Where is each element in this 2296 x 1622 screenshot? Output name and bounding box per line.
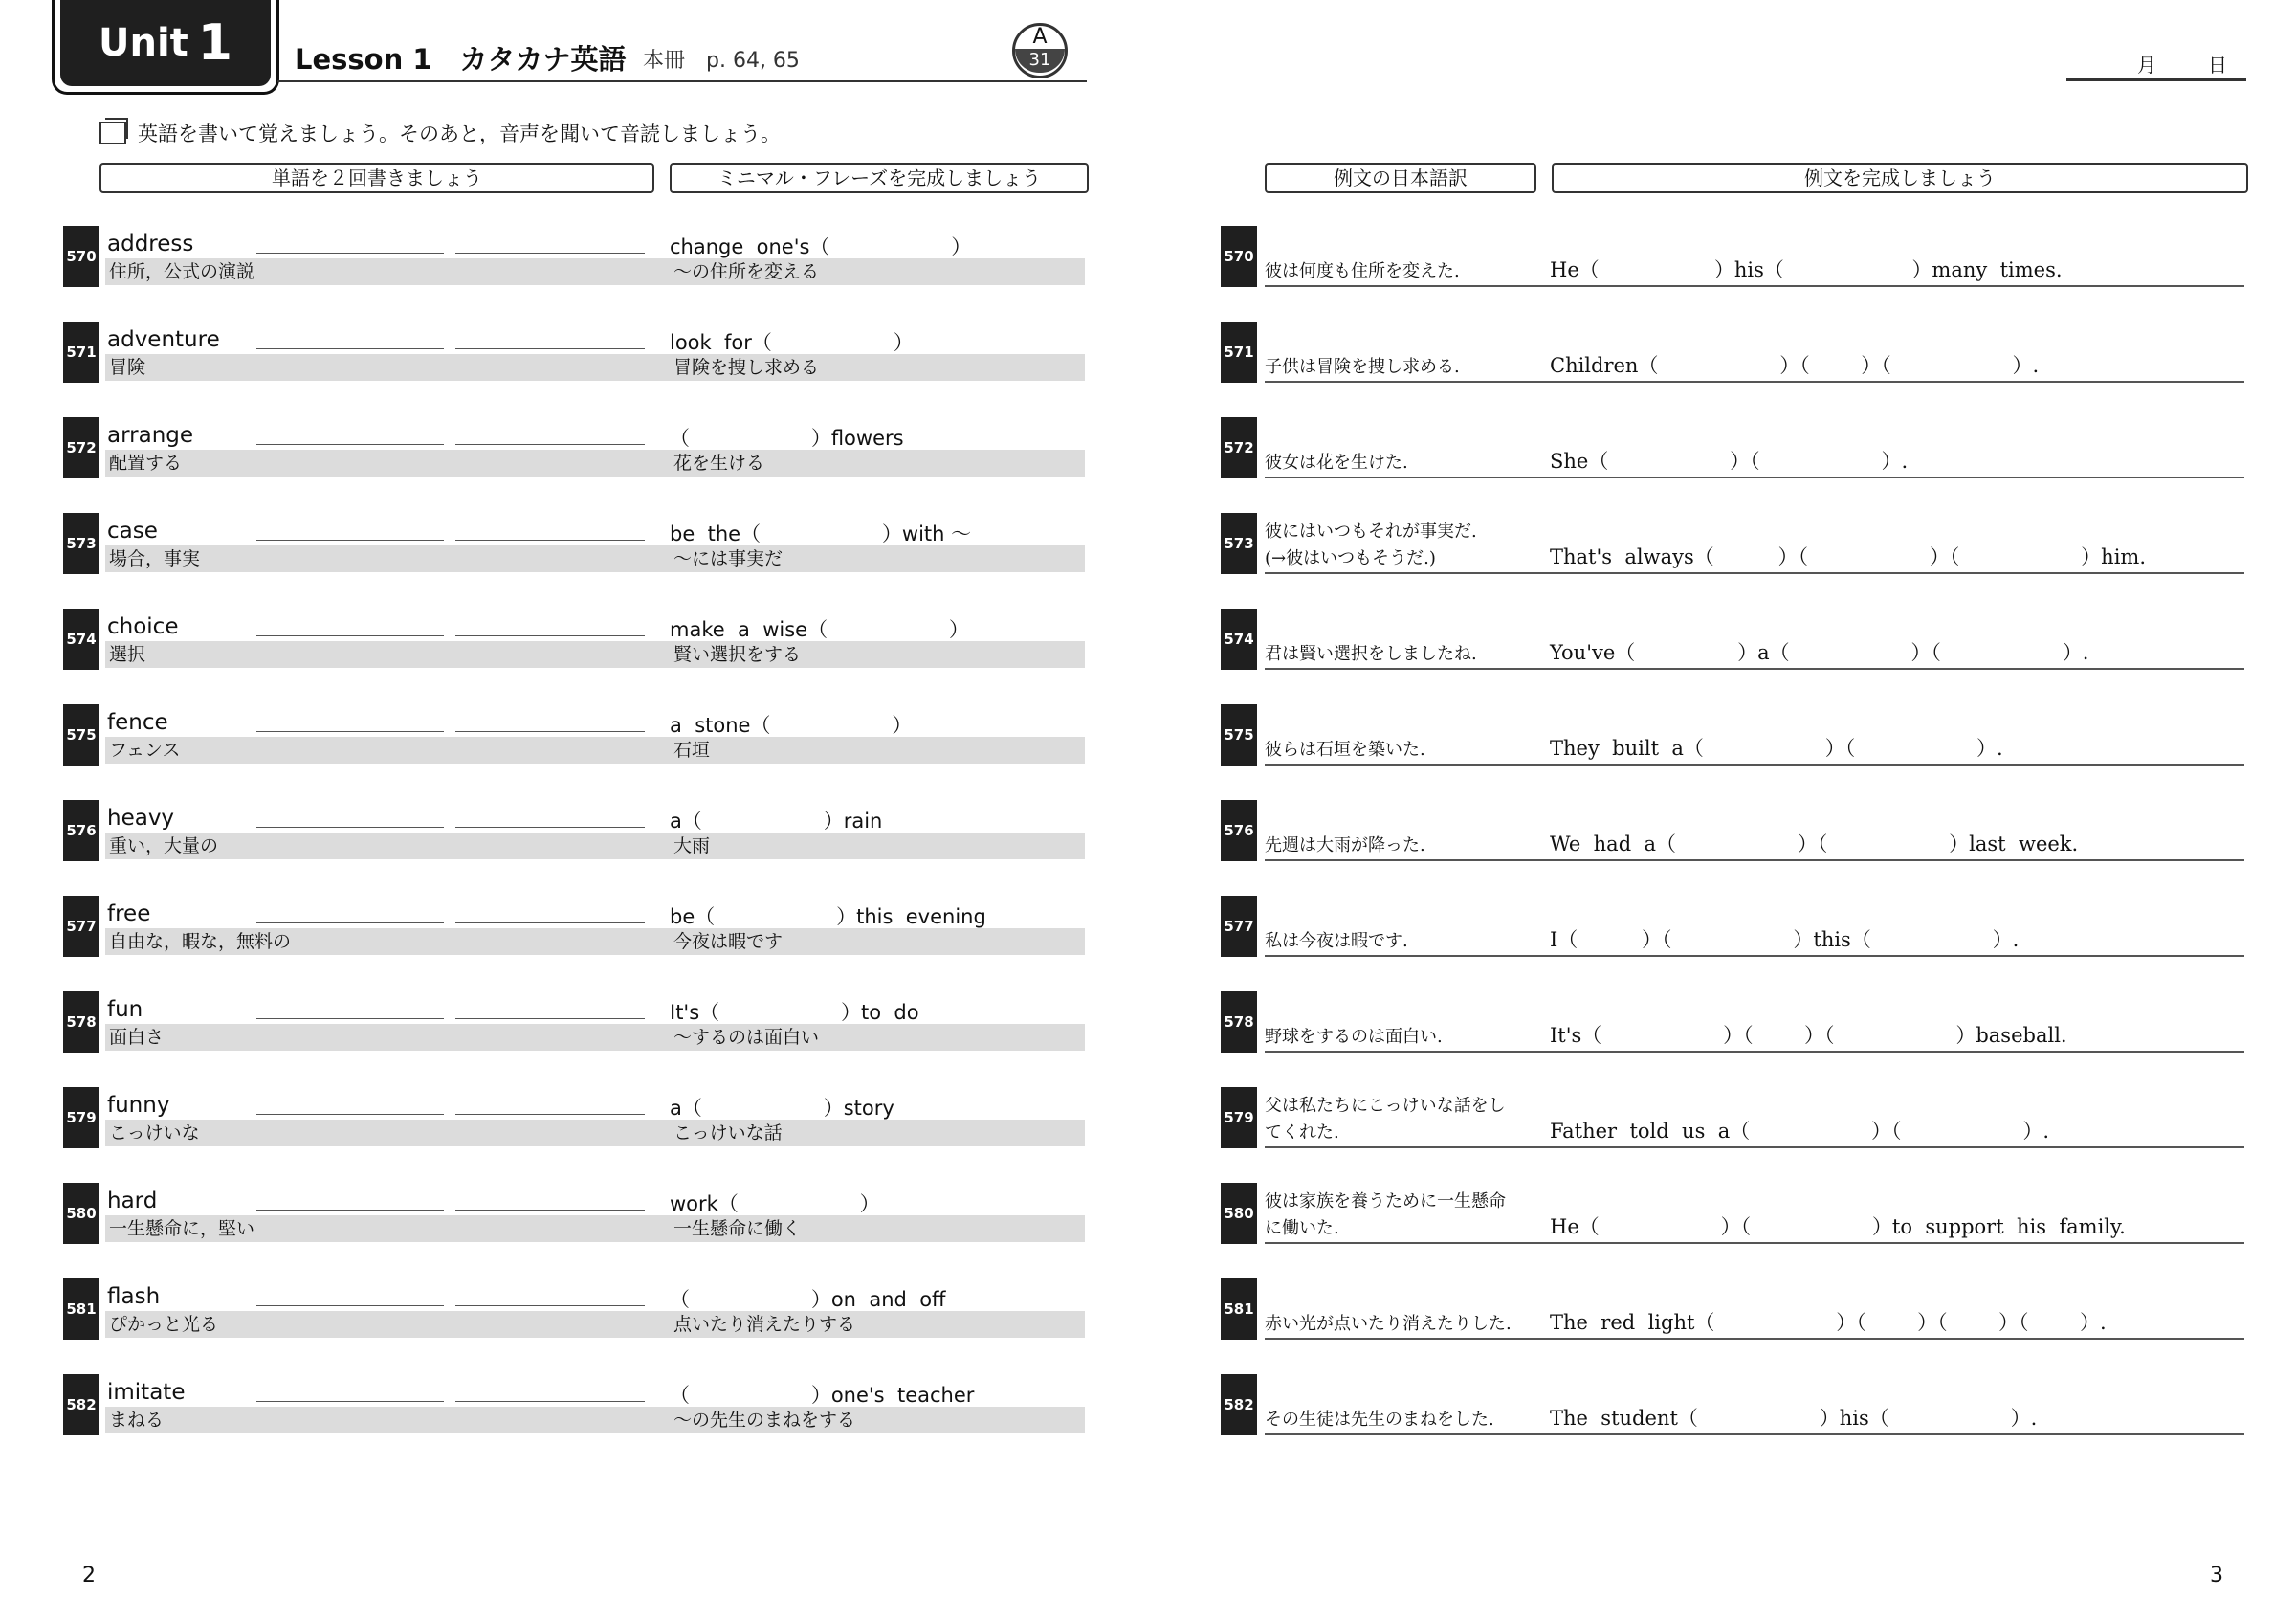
write-line-1[interactable]: [256, 922, 444, 923]
instruction: [99, 119, 781, 147]
answer-line: [1265, 859, 2244, 861]
japanese-translation: 子供は冒険を捜し求める.: [1265, 357, 1460, 377]
phrase-meaning: 冒険を捜し求める: [670, 354, 1085, 381]
minimal-phrase[interactable]: change one's（ ）: [670, 235, 972, 258]
write-line-2[interactable]: [455, 1114, 645, 1115]
phrase-meaning: 点いたり消えたりする: [670, 1311, 1085, 1338]
japanese-translation: その生徒は先生のまねをした.: [1265, 1410, 1494, 1430]
vocab-word: adventure: [107, 327, 220, 352]
minimal-phrase[interactable]: be the（ ）with ～: [670, 522, 972, 545]
vocab-meaning: フェンス: [105, 737, 714, 764]
answer-line: [1265, 1433, 2244, 1435]
sentence-row: [1221, 417, 2244, 478]
entry-number: 576: [63, 800, 99, 861]
instruction-text: 英語を書いて覚えましょう。そのあと，音声を聞いて音読しましょう。: [138, 122, 781, 145]
write-line-2[interactable]: [455, 1305, 645, 1306]
header-rule: [277, 80, 1087, 82]
sentence-row: [1221, 226, 2244, 287]
vocab-row: [63, 513, 1085, 574]
example-sentence[interactable]: The student（ ）his（ ）.: [1550, 1407, 2038, 1430]
vocab-word: free: [107, 901, 151, 926]
entry-number: 579: [63, 1087, 99, 1148]
answer-line: [1265, 285, 2244, 287]
entry-number: 575: [63, 704, 99, 766]
example-sentence[interactable]: He（ ）（ ）to support his family.: [1550, 1215, 2126, 1238]
japanese-translation: 赤い光が点いたり消えたりした.: [1265, 1314, 1512, 1334]
sentence-row: [1221, 322, 2244, 383]
minimal-phrase[interactable]: look for（ ）: [670, 331, 914, 354]
column-head-words: 単語を２回書きましょう: [99, 163, 654, 193]
vocab-word: imitate: [107, 1380, 186, 1405]
column-head-translation: 例文の日本語訳: [1265, 163, 1536, 193]
example-sentence[interactable]: We had a（ ）（ ）last week.: [1550, 833, 2079, 855]
phrase-meaning: ～するのは面白い: [670, 1024, 1085, 1051]
write-line-1[interactable]: [256, 540, 444, 541]
entry-number: 581: [63, 1278, 99, 1340]
vocab-meaning: こっけいな: [105, 1120, 714, 1146]
vocab-word: arrange: [107, 423, 194, 448]
japanese-translation: 彼女は花を生けた.: [1265, 453, 1408, 473]
phrase-meaning: ～の住所を変える: [670, 258, 1085, 285]
audio-track-badge: [1012, 23, 1068, 78]
minimal-phrase[interactable]: a（ ）rain: [670, 810, 883, 833]
vocab-meaning: ぴかっと光る: [105, 1311, 714, 1338]
entry-number: 576: [1221, 800, 1257, 861]
unit-number: 1: [197, 14, 232, 72]
minimal-phrase[interactable]: a（ ）story: [670, 1097, 894, 1120]
minimal-phrase[interactable]: work（ ）: [670, 1192, 880, 1215]
entry-number: 573: [1221, 513, 1257, 574]
vocab-meaning: 一生懸命に，堅い: [105, 1215, 714, 1242]
vocab-word: funny: [107, 1093, 170, 1118]
example-sentence[interactable]: He（ ）his（ ）many times.: [1550, 258, 2063, 281]
vocab-row: [63, 609, 1085, 670]
example-sentence[interactable]: You've（ ）a（ ）（ ）.: [1550, 641, 2089, 664]
sentence-row: [1221, 1278, 2244, 1340]
track-number: 31: [1015, 49, 1065, 73]
vocab-word: address: [107, 232, 194, 256]
minimal-phrase[interactable]: （ ）on and off: [670, 1288, 946, 1311]
vocab-word: choice: [107, 614, 179, 639]
entry-number: 578: [1221, 991, 1257, 1053]
entry-number: 577: [1221, 896, 1257, 957]
example-sentence[interactable]: She（ ）（ ）.: [1550, 450, 1909, 473]
sentence-row: [1221, 1087, 2244, 1148]
vocab-word: fence: [107, 710, 168, 735]
japanese-translation: 彼らは石垣を築いた.: [1265, 740, 1425, 760]
vocab-meaning: 自由な，暇な，無料の: [105, 928, 714, 955]
date-month-label: 月: [2137, 54, 2156, 77]
vocab-row: [63, 1374, 1085, 1435]
page-number-left: 2: [82, 1564, 96, 1588]
phrase-meaning: 花を生ける: [670, 450, 1085, 477]
write-line-1[interactable]: [256, 635, 444, 636]
entry-number: 572: [1221, 417, 1257, 478]
example-sentence[interactable]: That's always（ ）（ ）（ ）him.: [1550, 545, 2147, 568]
entry-number: 578: [63, 991, 99, 1053]
write-line-1[interactable]: [256, 1305, 444, 1306]
vocab-meaning: 場合，事実: [105, 545, 714, 572]
vocab-row: [63, 417, 1085, 478]
japanese-translation: 野球をするのは面白い.: [1265, 1027, 1443, 1047]
japanese-translation: 彼は家族を養うために一生懸命 に働いた.: [1265, 1191, 1506, 1238]
entry-number: 579: [1221, 1087, 1257, 1148]
sentence-row: [1221, 1183, 2244, 1244]
entry-number: 577: [63, 896, 99, 957]
minimal-phrase[interactable]: make a wise（ ）: [670, 618, 969, 641]
entry-number: 574: [1221, 609, 1257, 670]
vocab-meaning: 配置する: [105, 450, 714, 477]
page-number-right: 3: [2210, 1564, 2223, 1588]
write-line-1[interactable]: [256, 1401, 444, 1402]
answer-line: [1265, 1242, 2244, 1244]
minimal-phrase[interactable]: be（ ）this evening: [670, 905, 986, 928]
date-day-label: 日: [2208, 54, 2227, 77]
sentence-row: [1221, 800, 2244, 861]
column-head-phrases: ミニマル・フレーズを完成しましょう: [670, 163, 1089, 193]
answer-line: [1265, 955, 2244, 957]
write-line-2[interactable]: [455, 922, 645, 923]
phrase-meaning: 大雨: [670, 833, 1085, 859]
write-line-1[interactable]: [256, 1114, 444, 1115]
write-line-2[interactable]: [455, 731, 645, 732]
answer-line: [1265, 381, 2244, 383]
sentence-row: [1221, 991, 2244, 1053]
vocab-word: case: [107, 519, 158, 544]
japanese-translation: 私は今夜は暇です.: [1265, 931, 1408, 951]
japanese-translation: 彼にはいつもそれが事実だ. (→彼はいつもそうだ.): [1265, 522, 1477, 568]
answer-line: [1265, 572, 2244, 574]
entry-number: 580: [1221, 1183, 1257, 1244]
minimal-phrase[interactable]: It's（ ）to do: [670, 1001, 919, 1024]
example-sentence[interactable]: The red light（ ）（ ）（ ）（ ）.: [1550, 1311, 2107, 1334]
write-line-1[interactable]: [256, 1018, 444, 1019]
write-line-2[interactable]: [455, 827, 645, 828]
entry-number: 582: [1221, 1374, 1257, 1435]
checkbox-icon: [99, 122, 126, 144]
example-sentence[interactable]: Children（ ）（ ）（ ）.: [1550, 354, 2040, 377]
vocab-word: heavy: [107, 806, 175, 831]
vocab-row: [63, 896, 1085, 957]
write-line-2[interactable]: [455, 540, 645, 541]
entry-number: 570: [63, 226, 99, 287]
japanese-translation: 父は私たちにこっけいな話をし てくれた.: [1265, 1096, 1506, 1143]
vocab-word: hard: [107, 1189, 158, 1213]
answer-line: [1265, 668, 2244, 670]
date-field[interactable]: [2066, 50, 2246, 81]
write-line-2[interactable]: [455, 1401, 645, 1402]
example-sentence[interactable]: I（ ）（ ）this（ ）.: [1550, 928, 2020, 951]
write-line-1[interactable]: [256, 731, 444, 732]
japanese-translation: 彼は何度も住所を変えた.: [1265, 261, 1460, 281]
entry-number: 573: [63, 513, 99, 574]
vocab-meaning: 選択: [105, 641, 714, 668]
entry-number: 581: [1221, 1278, 1257, 1340]
write-line-2[interactable]: [455, 253, 645, 254]
write-line-2[interactable]: [455, 348, 645, 349]
write-line-1[interactable]: [256, 348, 444, 349]
phrase-meaning: 賢い選択をする: [670, 641, 1085, 668]
vocab-meaning: 重い，大量の: [105, 833, 714, 859]
phrase-meaning: 一生懸命に働く: [670, 1215, 1085, 1242]
minimal-phrase[interactable]: （ ）one's teacher: [670, 1384, 975, 1407]
entry-number: 571: [1221, 322, 1257, 383]
entry-number: 575: [1221, 704, 1257, 766]
book-reference: 本冊 p. 64, 65: [643, 49, 800, 73]
sentence-row: [1221, 1374, 2244, 1435]
vocab-meaning: 住所，公式の演説: [105, 258, 714, 285]
phrase-meaning: 今夜は暇です: [670, 928, 1085, 955]
vocab-meaning: まねる: [105, 1407, 714, 1433]
write-line-1[interactable]: [256, 253, 444, 254]
example-sentence[interactable]: Father told us a（ ）（ ）.: [1550, 1120, 2050, 1143]
write-line-2[interactable]: [455, 444, 645, 445]
phrase-meaning: こっけいな話: [670, 1120, 1085, 1146]
write-line-1[interactable]: [256, 444, 444, 445]
entry-number: 571: [63, 322, 99, 383]
example-sentence[interactable]: It's（ ）（ ）（ ）baseball.: [1550, 1024, 2067, 1047]
phrase-meaning: ～の先生のまねをする: [670, 1407, 1085, 1433]
example-sentence[interactable]: They built a（ ）（ ）.: [1550, 737, 2003, 760]
write-line-1[interactable]: [256, 1210, 444, 1211]
write-line-2[interactable]: [455, 1018, 645, 1019]
vocab-meaning: 冒険: [105, 354, 714, 381]
japanese-translation: 君は賢い選択をしましたね.: [1265, 644, 1477, 664]
answer-line: [1265, 477, 2244, 478]
vocab-row: [63, 322, 1085, 383]
minimal-phrase[interactable]: （ ）flowers: [670, 427, 904, 450]
vocab-meaning: 面白さ: [105, 1024, 714, 1051]
minimal-phrase[interactable]: a stone（ ）: [670, 714, 913, 737]
answer-line: [1265, 764, 2244, 766]
answer-line: [1265, 1338, 2244, 1340]
sentence-row: [1221, 513, 2244, 574]
answer-line: [1265, 1051, 2244, 1053]
write-line-2[interactable]: [455, 1210, 645, 1211]
entry-number: 582: [63, 1374, 99, 1435]
write-line-1[interactable]: [256, 827, 444, 828]
sentence-row: [1221, 609, 2244, 670]
vocab-row: [63, 1087, 1085, 1148]
vocab-row: [63, 226, 1085, 287]
phrase-meaning: 石垣: [670, 737, 1085, 764]
vocab-row: [63, 704, 1085, 766]
sentence-row: [1221, 896, 2244, 957]
vocab-row: [63, 1278, 1085, 1340]
entry-number: 572: [63, 417, 99, 478]
entry-number: 580: [63, 1183, 99, 1244]
entry-number: 574: [63, 609, 99, 670]
japanese-translation: 先週は大雨が降った.: [1265, 835, 1425, 855]
unit-word: Unit: [99, 21, 188, 65]
phrase-meaning: ～には事実だ: [670, 545, 1085, 572]
write-line-2[interactable]: [455, 635, 645, 636]
column-head-sentences: 例文を完成しましょう: [1552, 163, 2248, 193]
vocab-word: flash: [107, 1284, 161, 1309]
lesson-title: Lesson 1 カタカナ英語: [295, 43, 627, 76]
track-letter: A: [1032, 25, 1048, 49]
vocab-row: [63, 1183, 1085, 1244]
vocab-row: [63, 991, 1085, 1053]
answer-line: [1265, 1146, 2244, 1148]
unit-tab: [52, 0, 279, 95]
vocab-word: fun: [107, 997, 144, 1022]
sentence-row: [1221, 704, 2244, 766]
vocab-row: [63, 800, 1085, 861]
entry-number: 570: [1221, 226, 1257, 287]
